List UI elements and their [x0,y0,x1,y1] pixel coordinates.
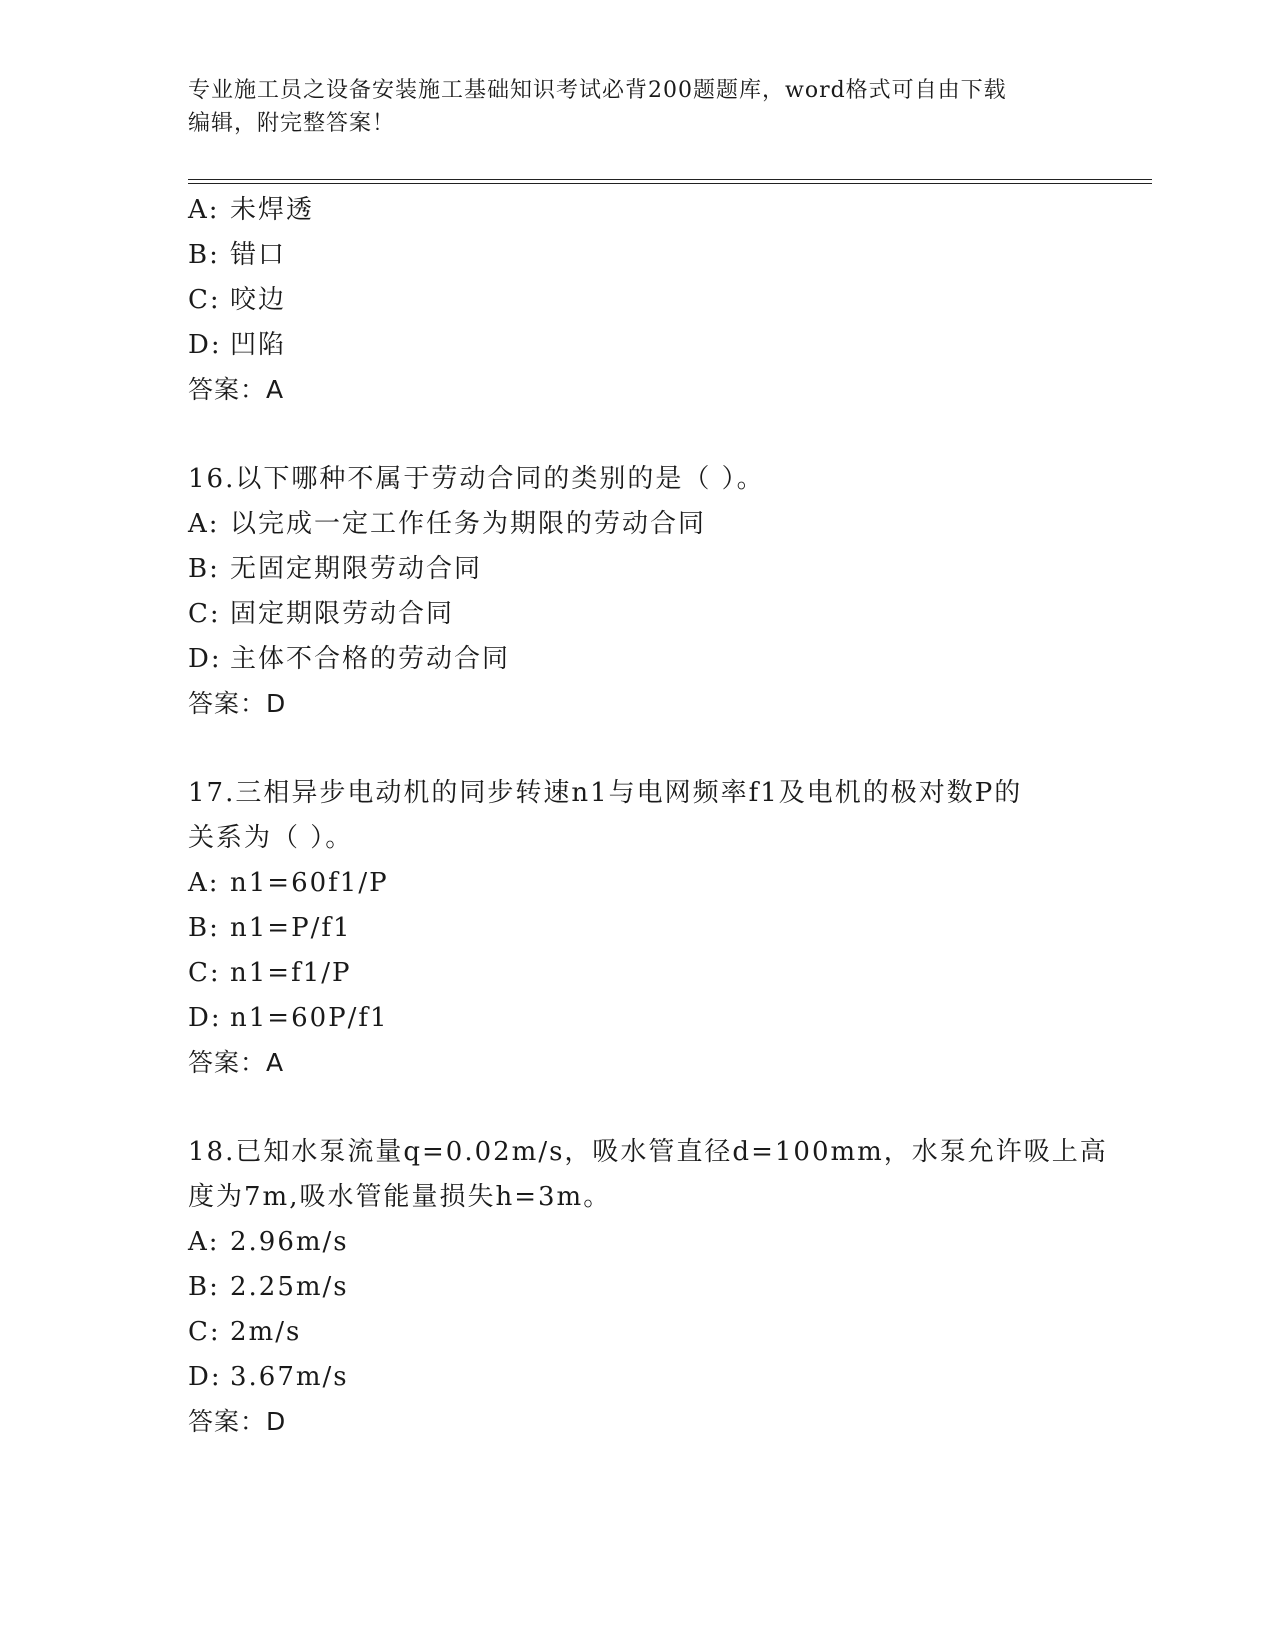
option-letter: D: [188,644,222,674]
option-letter: C: [188,599,221,629]
option-letter: A: [188,868,220,898]
option-letter: C: [188,1317,221,1347]
header-divider-top [188,179,1152,180]
q16-stem: 16.以下哪种不属于劳动合同的类别的是（ ）。 [188,464,765,494]
option-letter: D: [188,1003,222,1033]
option-letter: C: [188,285,221,315]
q16-option-c [188,599,454,629]
option-letter: B: [188,554,220,584]
option-text: 2.25m/s [230,1272,349,1302]
option-letter: D: [188,330,222,360]
q17-option-c [188,958,352,988]
option-letter: B: [188,913,220,943]
q15-answer: 答案：A [188,375,285,404]
q16-option-a [188,509,706,539]
option-letter: D: [188,1362,222,1392]
q18-option-a [188,1227,349,1257]
q18-answer: 答案：D [188,1407,287,1436]
q17-answer: 答案：A [188,1048,285,1077]
option-text: 无固定期限劳动合同 [230,554,483,584]
header-divider-bottom [188,183,1152,184]
option-letter: B: [188,240,220,270]
q16-option-b [188,554,482,584]
header-line-1: 专业施工员之设备安装施工基础知识考试必背200题题库，word格式可自由下载 [188,78,1007,103]
option-text: 3.67m/s [230,1362,349,1392]
option-letter: B: [188,1272,220,1302]
q16-option-d [188,644,510,674]
q18-option-b [188,1272,349,1302]
q18-option-c [188,1317,301,1347]
q15-option-d [188,330,286,360]
option-text: n1=60P/f1 [230,1003,389,1033]
q17-option-d [188,1003,389,1033]
q15-option-a [188,195,314,225]
option-letter: A: [188,195,220,225]
q17-stem-line-1: 17.三相异步电动机的同步转速n1与电网频率f1及电机的极对数P的 [188,778,1023,808]
option-text: n1=60f1/P [230,868,389,898]
option-letter: C: [188,958,221,988]
option-text: 以完成一定工作任务为期限的劳动合同 [230,509,707,539]
q18-stem-line-2: 度为7m,吸水管能量损失h=3m。 [188,1182,612,1212]
q15-option-c [188,285,286,315]
q17-option-a [188,868,389,898]
option-text: 未焊透 [230,195,315,225]
q16-answer: 答案：D [188,689,287,718]
header-line-2: 编辑，附完整答案！ [188,111,396,136]
option-text: 凹陷 [230,330,287,360]
q18-option-d [188,1362,349,1392]
q17-option-b [188,913,352,943]
option-text: n1=P/f1 [230,913,352,943]
option-letter: A: [188,1227,220,1257]
option-letter: A: [188,509,220,539]
option-text: 主体不合格的劳动合同 [230,644,511,674]
q17-stem-line-2: 关系为（ ）。 [188,823,354,853]
option-text: 固定期限劳动合同 [230,599,455,629]
option-text: 错口 [230,240,287,270]
option-text: 咬边 [230,285,287,315]
option-text: 2m/s [230,1317,302,1347]
q18-stem-line-1: 18.已知水泵流量q=0.02m/s，吸水管直径d=100mm，水泵允许吸上高 [188,1137,1108,1167]
option-text: n1=f1/P [230,958,352,988]
document-header [188,74,1068,140]
option-text: 2.96m/s [230,1227,349,1257]
q15-option-b [188,240,286,270]
